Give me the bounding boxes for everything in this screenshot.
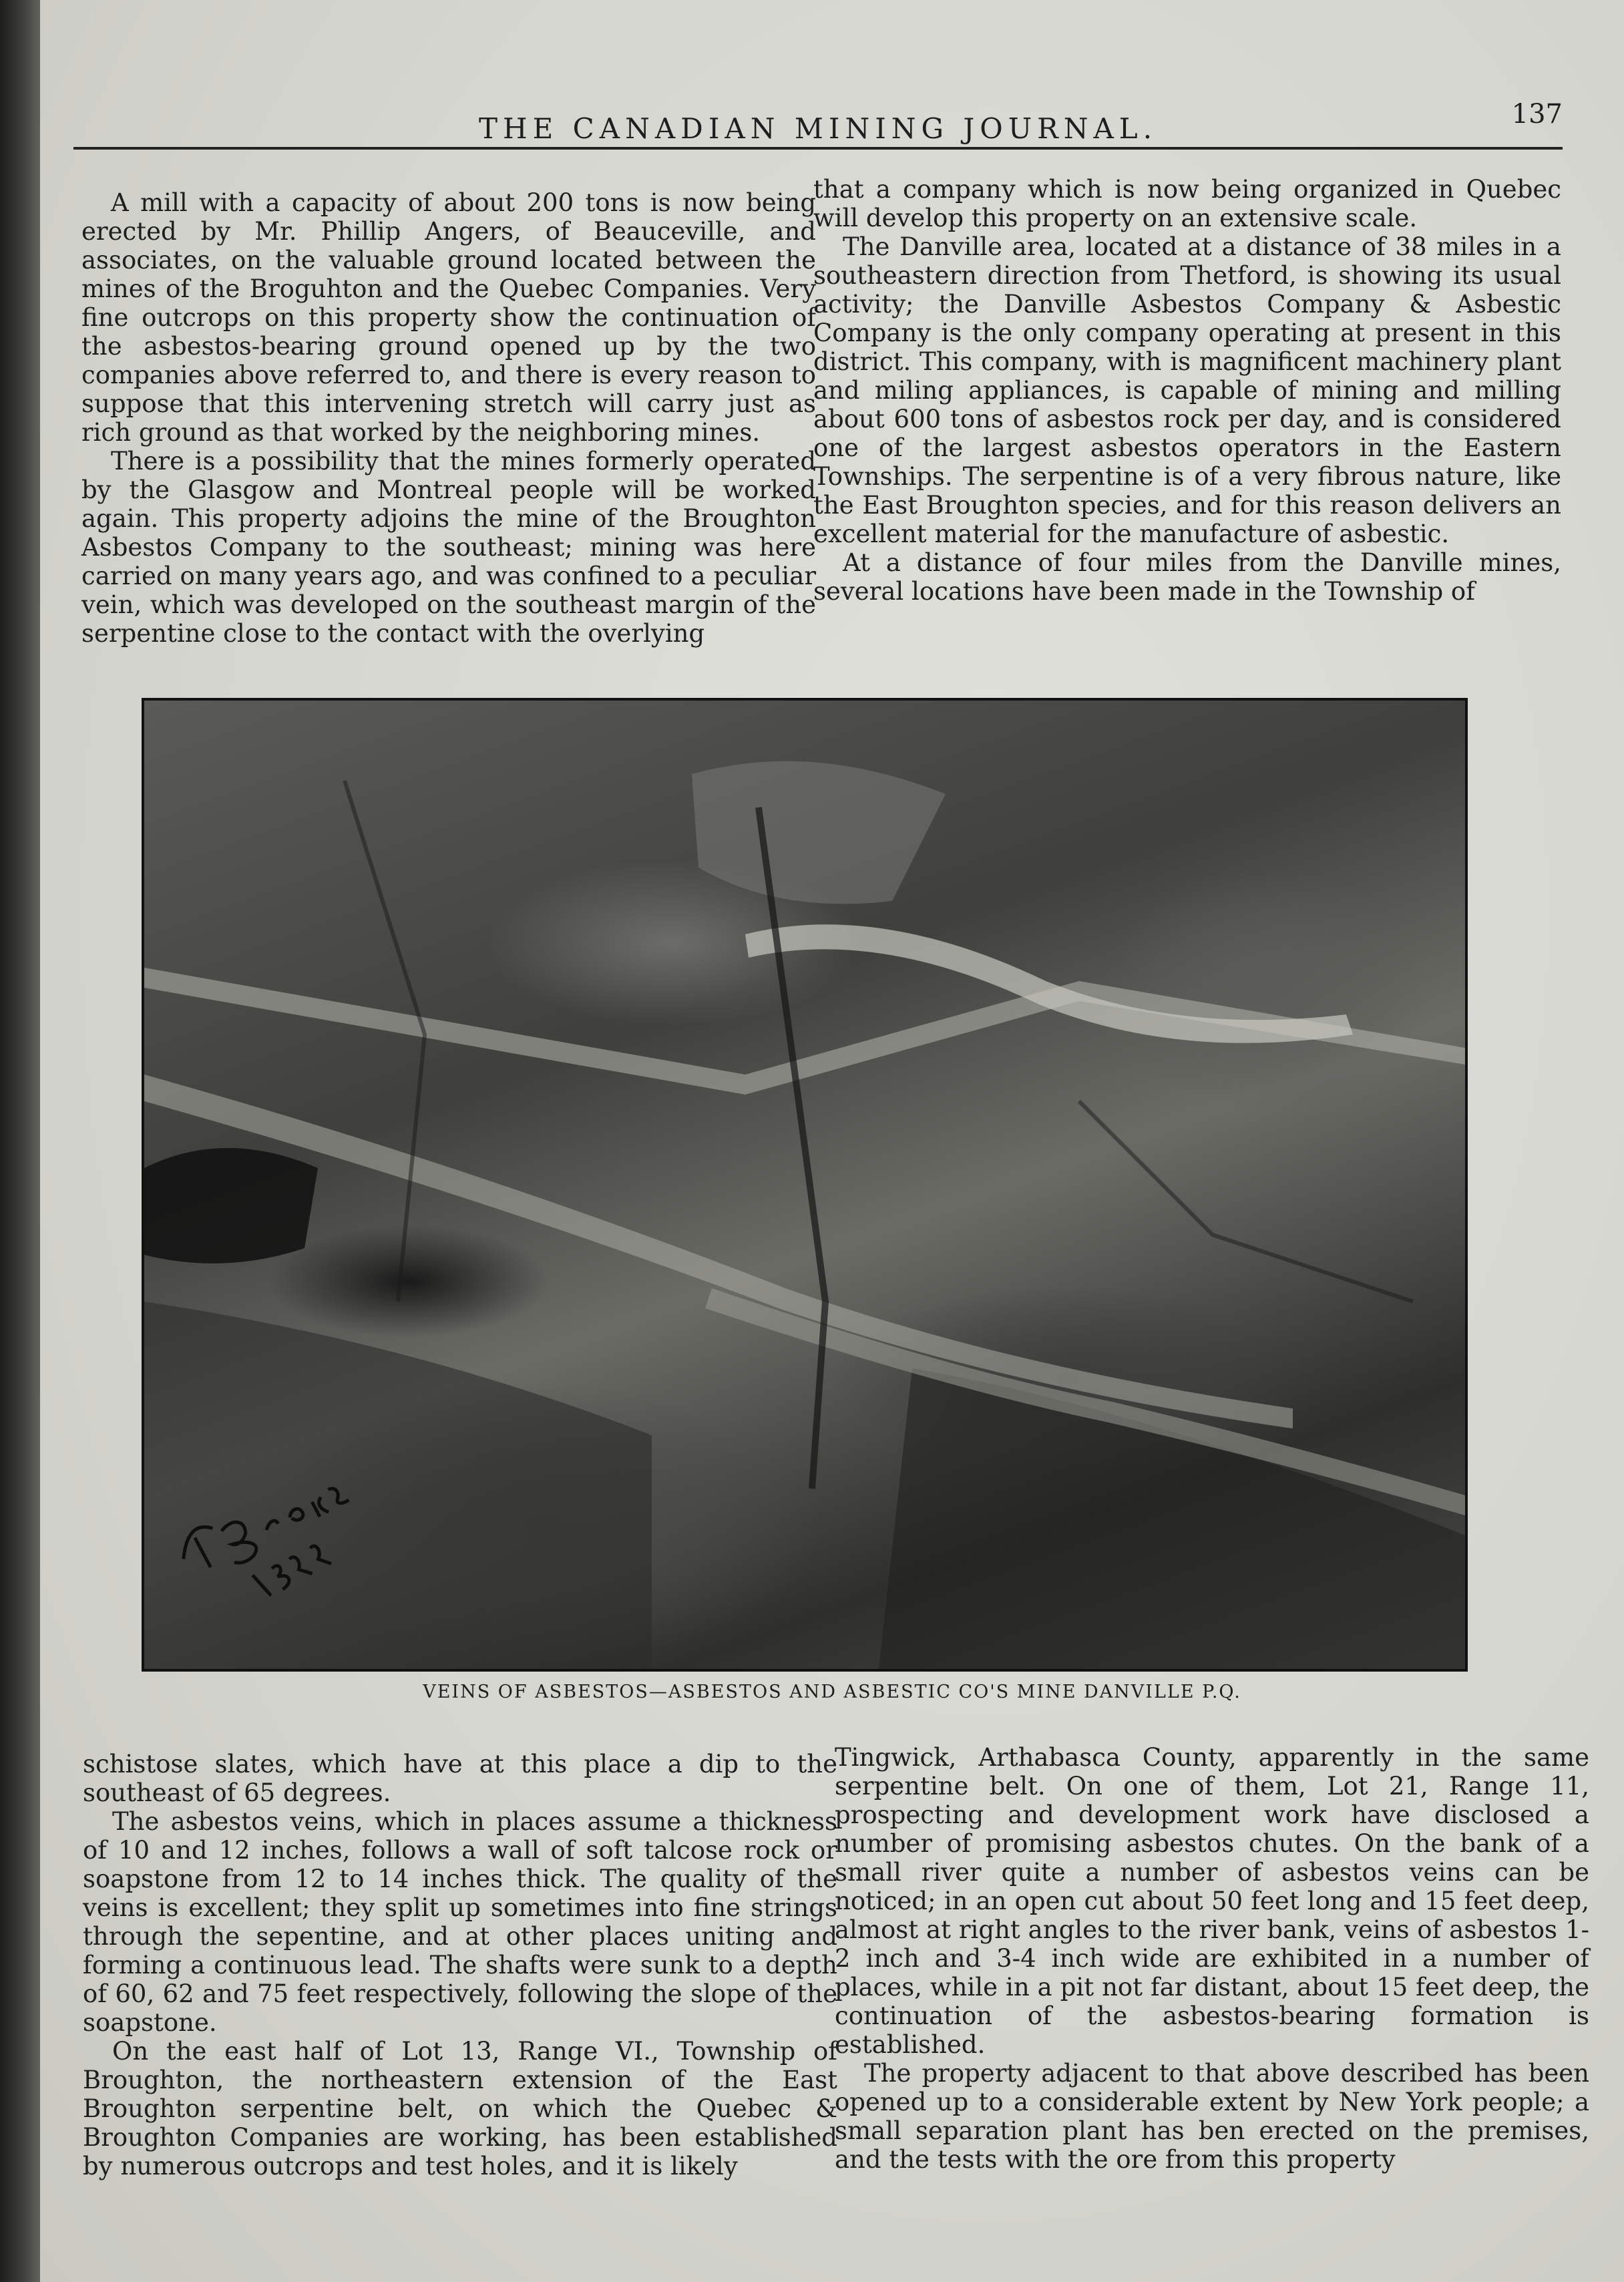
paragraph: schistose slates, which have at this place a dip to the southeast of 65 degrees. bbox=[83, 1750, 837, 1807]
paragraph: At a distance of four miles from the Danville mines, several locations have been made in the Township of bbox=[813, 548, 1561, 606]
rock-face-illustration bbox=[144, 701, 1465, 1669]
page-number: 137 bbox=[1511, 99, 1563, 130]
paragraph: A mill with a capacity of about 200 tons is now being erected by Mr. Phillip Angers, of Beauceville, and associates, on the valuable ground located between the mines of the Broguhton and the Quebec Companies. Very fine outcrops on this property show the continuation of the asbestos-bearing ground opened up by the two companies above referred to, and there is every reason to suppose that this intervening stretch will carry just as rich ground as that worked by the neighboring mines. bbox=[81, 188, 816, 447]
column-top-right bbox=[813, 175, 1561, 606]
paragraph: Tingwick, Arthabasca County, apparently in the same serpentine belt. On one of them, Lot 21, Range 11, prospecting and development work have disclosed a number of promising asbestos chutes. On the bank of a small river quite a number of asbestos veins can be noticed; in an open cut about 50 feet long and 15 feet deep, almost at right angles to the river bank, veins of asbestos 1-2 inch and 3-4 inch wide are exhibited in a number of places, while in a pit not far distant, about 15 feet deep, the continuation of the asbestos-bearing formation is established. bbox=[835, 1743, 1589, 2059]
column-bottom-left bbox=[83, 1750, 837, 2180]
paragraph: that a company which is now being organized in Quebec will develop this property on an extensive scale. bbox=[813, 175, 1561, 232]
column-bottom-right bbox=[835, 1743, 1589, 2174]
paragraph: There is a possibility that the mines formerly operated by the Glasgow and Montreal people will be worked again. This property adjoins the mine of the Broughton Asbestos Company to the southeast; mining was here carried on many years ago, and was confined to a peculiar vein, which was developed on the southeast margin of the serpentine close to the contact with the overlying bbox=[81, 447, 816, 648]
page-header bbox=[73, 93, 1563, 150]
paragraph: The Danville area, located at a distance of 38 miles in a southeastern direction from Thetford, is showing its usual activity; the Danville Asbestos Company & Asbestic Company is the only company operating at present in this district. This company, with is magnificent machinery plant and miling appliances, is capable of mining and milling about 600 tons of asbestos rock per day, and is considered one of the largest asbestos operators in the Eastern Townships. The serpentine is of a very fibrous nature, like the East Broughton species, and for this reason delivers an excellent material for the manufacture of asbestic. bbox=[813, 232, 1561, 548]
asbestos-veins-photograph bbox=[142, 698, 1468, 1672]
paragraph: The asbestos veins, which in places assume a thickness of 10 and 12 inches, follows a wall of soft talcose rock or soapstone from 12 to 14 inches thick. The quality of the veins is excellent; they split up sometimes into fine strings through the sepentine, and at other places uniting and forming a continuous lead. The shafts were sunk to a depth of 60, 62 and 75 feet respectively, following the slope of the soapstone. bbox=[83, 1807, 837, 2037]
journal-title: THE CANADIAN MINING JOURNAL. bbox=[478, 112, 1158, 145]
column-top-left bbox=[81, 188, 816, 648]
journal-page bbox=[40, 0, 1624, 2282]
paragraph: The property adjacent to that above described has been opened up to a considerable extent by New York people; a small separation plant has ben erected on the premises, and the tests with the ore from this property bbox=[835, 2059, 1589, 2174]
figure-caption: VEINS OF ASBESTOS—ASBESTOS AND ASBESTIC CO'S MINE DANVILLE P.Q. bbox=[423, 1682, 1241, 1702]
paragraph: On the east half of Lot 13, Range VI., Township of Broughton, the northeastern extension of the East Broughton serpentine belt, on which the Quebec & Broughton Companies are working, has been established by numerous outcrops and test holes, and it is likely bbox=[83, 2037, 837, 2180]
